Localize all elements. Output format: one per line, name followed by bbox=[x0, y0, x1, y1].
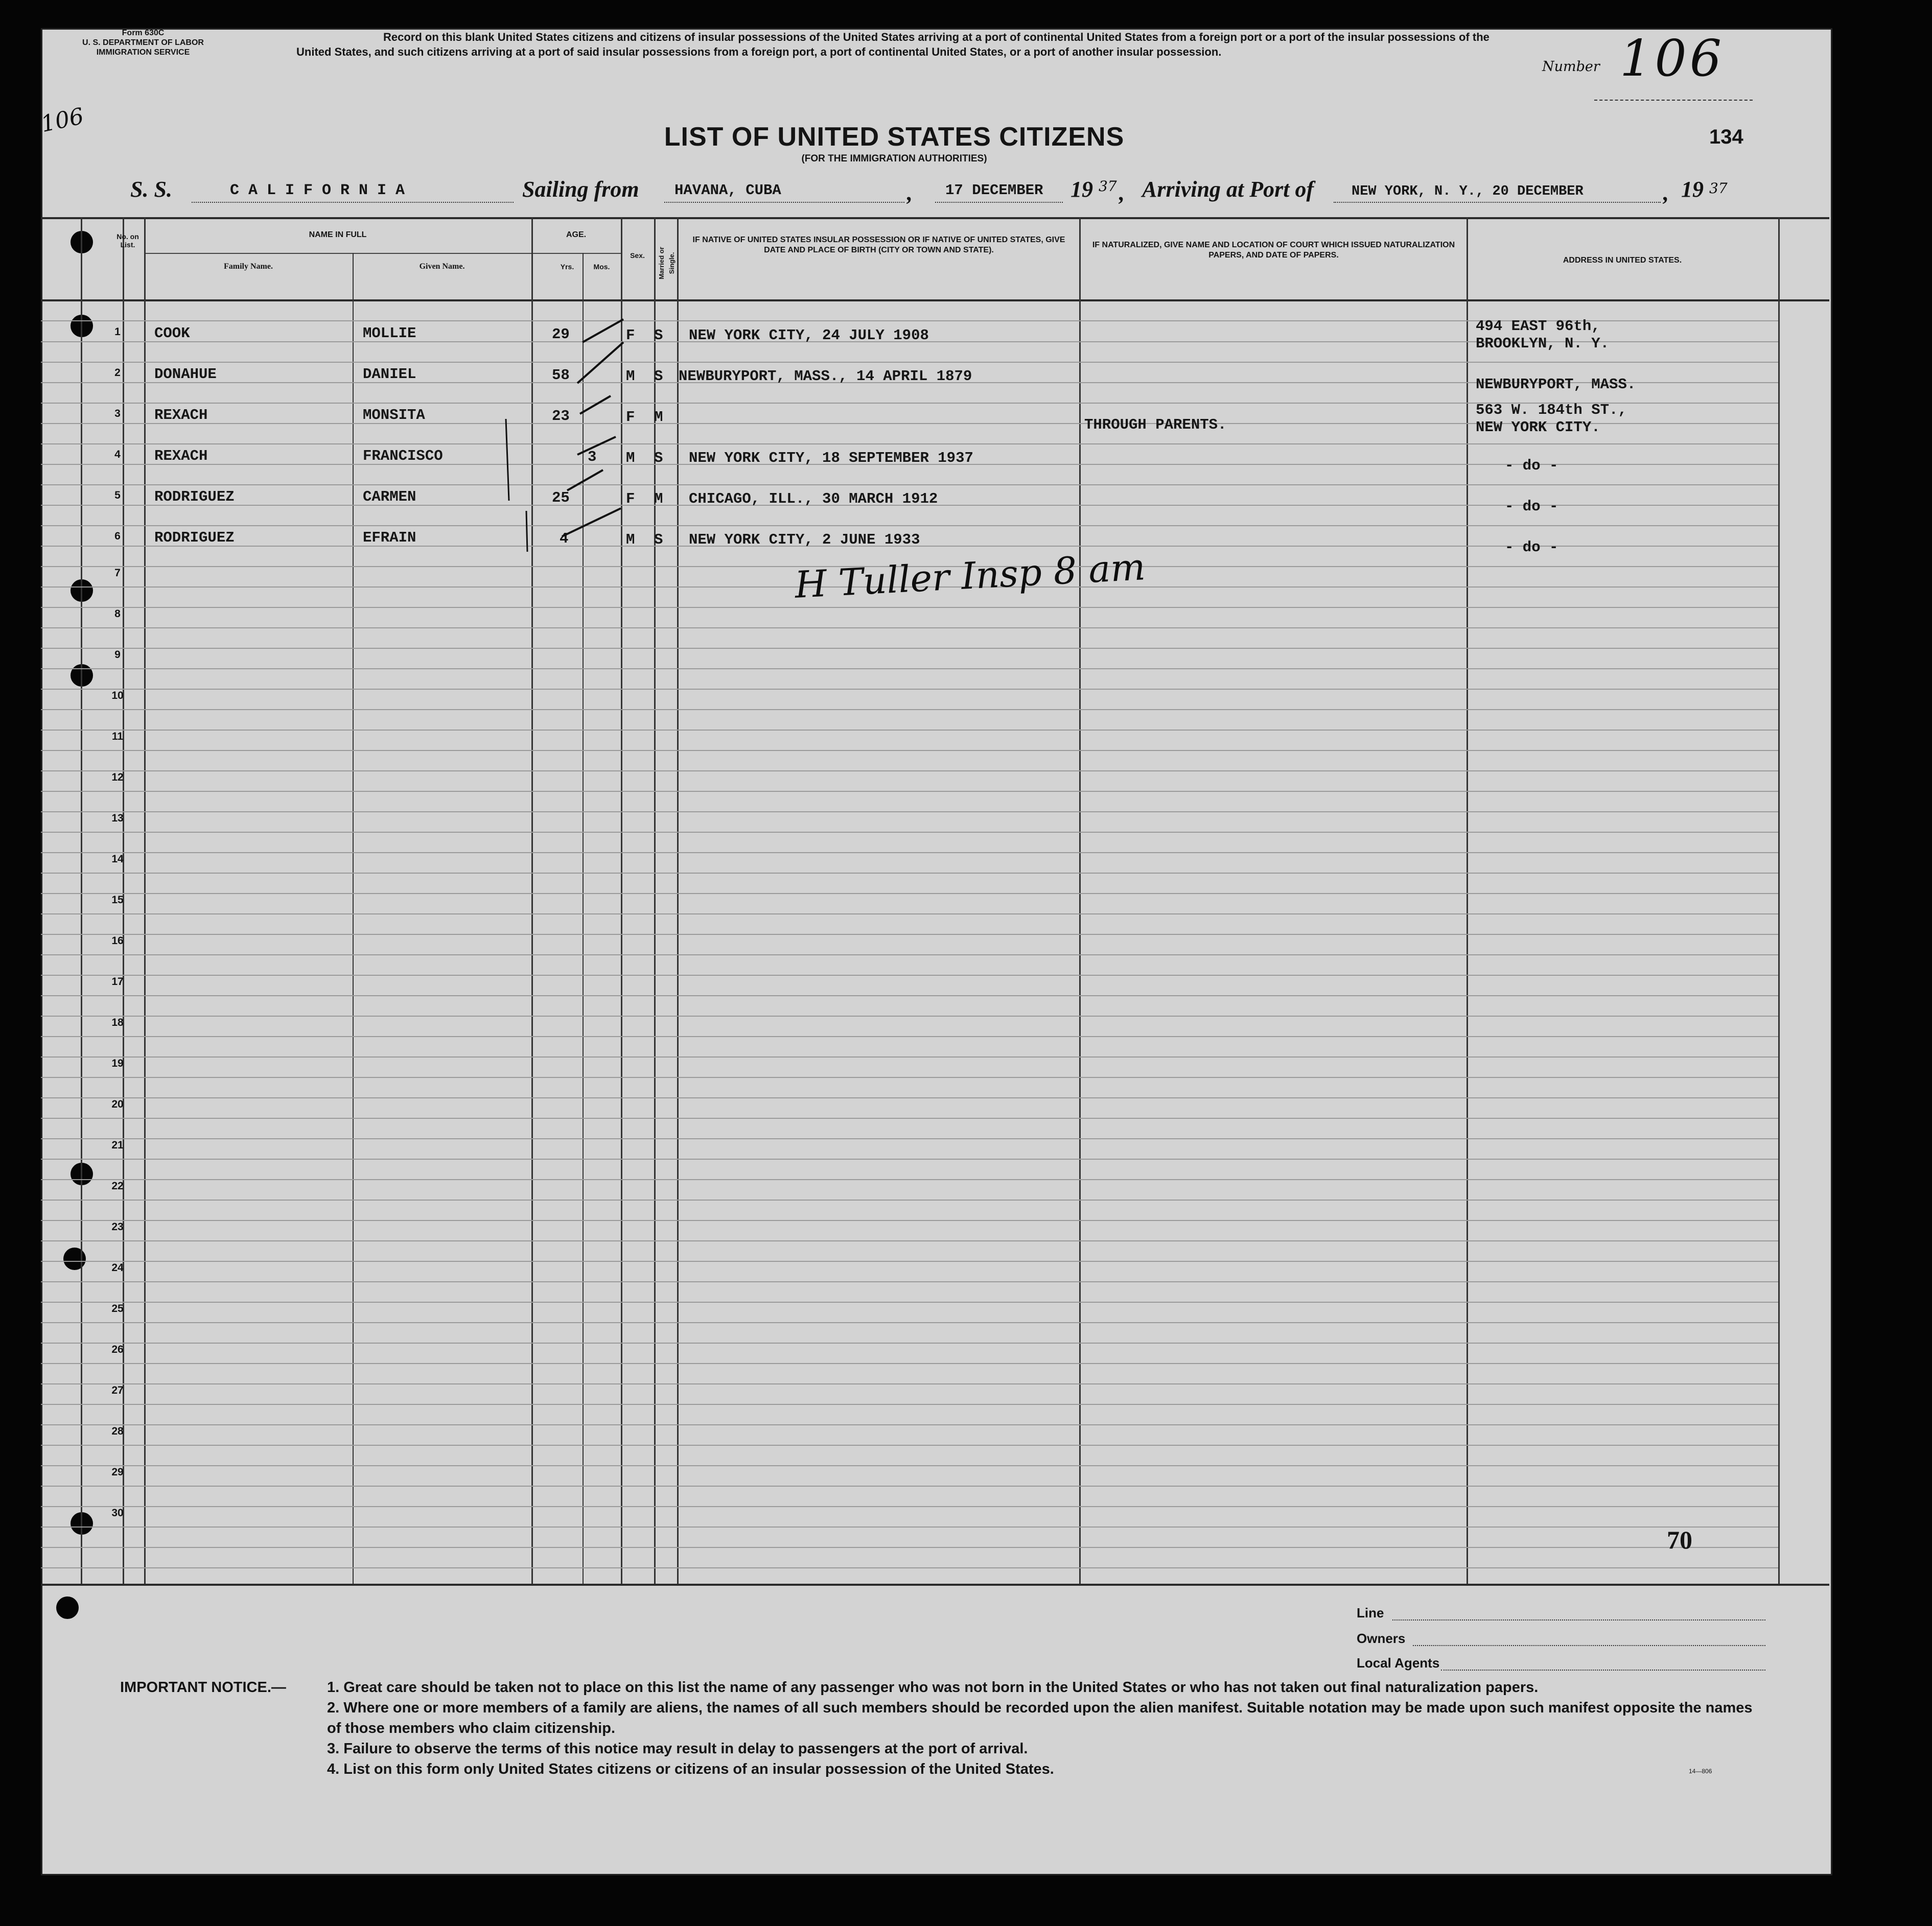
row-rule bbox=[41, 1302, 1778, 1303]
row-number: 22 bbox=[111, 1180, 124, 1192]
row-rule bbox=[41, 525, 1778, 526]
row-rule bbox=[41, 1220, 1778, 1221]
row-number: 24 bbox=[111, 1262, 124, 1274]
birth-info: NEW YORK CITY, 2 JUNE 1933 bbox=[689, 531, 920, 548]
age-years: 23 bbox=[552, 408, 570, 425]
age-header-divider bbox=[531, 253, 621, 254]
row-rule bbox=[41, 1363, 1778, 1364]
local-agents-label: Local Agents bbox=[1357, 1655, 1440, 1671]
row-rule bbox=[41, 1281, 1778, 1282]
sailing-year-prefix: 19 bbox=[1070, 177, 1093, 202]
row-rule bbox=[41, 1056, 1778, 1058]
row-rule bbox=[41, 1506, 1778, 1507]
row-rule bbox=[41, 648, 1778, 649]
marital-status: S bbox=[654, 450, 663, 466]
row-rule bbox=[41, 1179, 1778, 1180]
number-label: Number bbox=[1542, 59, 1600, 75]
sailing-port-underline bbox=[664, 202, 904, 203]
line-field bbox=[1392, 1619, 1765, 1620]
given-name: CARMEN bbox=[363, 488, 416, 505]
comma-separator: , bbox=[1663, 180, 1669, 205]
naturalization-info: THROUGH PARENTS. bbox=[1084, 416, 1227, 433]
header-no-on-list: No. on List. bbox=[117, 232, 139, 249]
family-name: RODRIGUEZ bbox=[154, 488, 235, 505]
row-number: 1 bbox=[114, 326, 121, 338]
row-rule bbox=[41, 913, 1778, 914]
row-rule bbox=[41, 893, 1778, 894]
address: - do - bbox=[1505, 539, 1558, 556]
row-number: 26 bbox=[111, 1344, 124, 1355]
row-number: 18 bbox=[111, 1017, 124, 1028]
row-rule bbox=[41, 1261, 1778, 1262]
row-number: 9 bbox=[114, 649, 121, 661]
notice-item-4: 4. List on this form only United States citizens or citizens of an insular possession of the United States. bbox=[327, 1761, 1054, 1777]
row-rule bbox=[41, 750, 1778, 751]
birth-info: NEW YORK CITY, 18 SEPTEMBER 1937 bbox=[689, 450, 973, 466]
col-line-left bbox=[81, 217, 82, 1584]
row-rule bbox=[41, 627, 1778, 628]
row-rule bbox=[41, 770, 1778, 771]
header-given-name: Given Name. bbox=[419, 262, 465, 271]
row-number: 25 bbox=[111, 1303, 124, 1314]
row-rule bbox=[41, 607, 1778, 608]
row-rule bbox=[41, 443, 1778, 444]
punch-hole bbox=[56, 1596, 79, 1619]
row-number: 4 bbox=[114, 449, 121, 460]
ship-name-underline bbox=[192, 202, 514, 203]
manifest-number: 106 bbox=[1620, 30, 1725, 88]
row-rule bbox=[41, 1383, 1778, 1384]
row-number: 5 bbox=[114, 489, 121, 501]
birth-info: NEWBURYPORT, MASS., 14 APRIL 1879 bbox=[679, 368, 972, 385]
header-family-name: Family Name. bbox=[224, 262, 273, 271]
row-rule bbox=[41, 1445, 1778, 1446]
header-mos: Mos. bbox=[593, 263, 610, 271]
row-rule bbox=[41, 668, 1778, 669]
address: 563 W. 184th ST., bbox=[1476, 402, 1627, 418]
given-name: EFRAIN bbox=[363, 529, 416, 546]
header-naturalization: IF NATURALIZED, GIVE NAME AND LOCATION OF COURT WHICH ISSUED NATURALIZATION PAPERS, AND DATE OF PAPERS. bbox=[1092, 241, 1455, 260]
bottom-number: 70 bbox=[1667, 1525, 1692, 1554]
table-top-border bbox=[41, 217, 1829, 219]
birth-info: NEW YORK CITY, 24 JULY 1908 bbox=[689, 327, 929, 344]
family-name: DONAHUE bbox=[154, 366, 217, 383]
row-number: 3 bbox=[114, 408, 121, 419]
age-years: 58 bbox=[552, 367, 570, 384]
department-name: U. S. DEPARTMENT OF LABOR bbox=[82, 38, 204, 47]
age-years: 29 bbox=[552, 326, 570, 343]
page-subtitle: (FOR THE IMMIGRATION AUTHORITIES) bbox=[801, 153, 987, 164]
row-number: 2 bbox=[114, 367, 121, 379]
header-name-in-full: NAME IN FULL bbox=[309, 230, 367, 239]
row-rule bbox=[41, 1404, 1778, 1405]
age-years: 4 bbox=[560, 530, 569, 547]
age-months: 3 bbox=[588, 449, 597, 465]
header-yrs: Yrs. bbox=[560, 263, 574, 271]
row-rule bbox=[41, 1138, 1778, 1139]
sailing-date-underline bbox=[935, 202, 1063, 203]
sex: M bbox=[626, 531, 635, 548]
service-name: IMMIGRATION SERVICE bbox=[96, 48, 190, 57]
arriving-port-underline bbox=[1334, 202, 1661, 203]
comma-separator: , bbox=[1119, 180, 1125, 205]
arriving-port: NEW YORK, N. Y., 20 DECEMBER bbox=[1352, 184, 1584, 199]
form-number: Form 630C bbox=[122, 29, 165, 37]
marital-status: M bbox=[654, 490, 663, 507]
col-line-birth bbox=[677, 217, 679, 1584]
header-birth-info: IF NATIVE OF UNITED STATES INSULAR POSSESSION OR IF NATIVE OF UNITED STATES, GIVE DATE AND PLACE OF BIRTH (CITY OR TOWN AND STATE). bbox=[692, 236, 1065, 254]
row-number: 29 bbox=[111, 1466, 124, 1478]
row-rule bbox=[41, 1322, 1778, 1323]
print-code: 14—806 bbox=[1689, 1768, 1712, 1775]
sailing-from-label: Sailing from bbox=[522, 177, 639, 202]
notice-title: IMPORTANT NOTICE.— bbox=[120, 1679, 286, 1696]
header-bottom-border bbox=[41, 299, 1829, 301]
row-rule bbox=[41, 1118, 1778, 1119]
owners-field bbox=[1413, 1645, 1765, 1646]
row-rule bbox=[41, 954, 1778, 955]
row-number: 20 bbox=[111, 1098, 124, 1110]
row-number: 21 bbox=[111, 1139, 124, 1151]
row-rule bbox=[41, 1343, 1778, 1344]
row-rule bbox=[41, 791, 1778, 792]
sailing-port: HAVANA, CUBA bbox=[674, 182, 781, 199]
sex: F bbox=[626, 327, 635, 344]
row-rule bbox=[41, 1465, 1778, 1466]
row-rule bbox=[41, 811, 1778, 812]
owners-label: Owners bbox=[1357, 1631, 1406, 1646]
sex: F bbox=[626, 409, 635, 426]
row-rule bbox=[41, 1200, 1778, 1201]
row-number: 12 bbox=[111, 771, 124, 783]
sailing-year-suffix: 37 bbox=[1099, 178, 1117, 195]
address: - do - bbox=[1505, 457, 1558, 474]
address: - do - bbox=[1505, 498, 1558, 515]
arriving-year-prefix: 19 bbox=[1681, 177, 1704, 202]
record-instructions: Record on this blank United States citizens and citizens of insular possessions of the United States arriving at a port of continental United States from a foreign port or a port of the insular possessions of the United States, and such citizens arriving at a port of said insular possessions from a foreign port, a port of continental United States, or a port of another insular possession. bbox=[296, 31, 1489, 58]
family-name: REXACH bbox=[154, 407, 208, 424]
header-address: ADDRESS IN UNITED STATES. bbox=[1563, 256, 1682, 265]
row-rule bbox=[41, 1097, 1778, 1098]
row-number: 11 bbox=[111, 731, 124, 742]
marital-status: S bbox=[654, 327, 663, 344]
marital-status: M bbox=[654, 409, 663, 426]
row-rule bbox=[41, 1486, 1778, 1487]
arriving-label: Arriving at Port of bbox=[1142, 177, 1314, 202]
header-sex: Sex. bbox=[630, 251, 645, 260]
row-rule bbox=[41, 1016, 1778, 1017]
given-name: FRANCISCO bbox=[363, 448, 443, 464]
row-rule bbox=[41, 1526, 1778, 1528]
row-rule bbox=[41, 832, 1778, 833]
row-rule bbox=[41, 484, 1778, 485]
row-number: 8 bbox=[114, 608, 121, 620]
row-number: 27 bbox=[111, 1384, 124, 1396]
row-rule bbox=[41, 1159, 1778, 1160]
corner-handwritten-number: 106 bbox=[38, 103, 86, 138]
sex: M bbox=[626, 368, 635, 385]
row-number: 7 bbox=[114, 567, 121, 579]
header-married-single: Married or Single. bbox=[658, 247, 676, 279]
row-number: 16 bbox=[111, 935, 124, 947]
row-rule bbox=[41, 1567, 1778, 1568]
col-line-family bbox=[144, 217, 146, 1584]
page-number: 134 bbox=[1709, 126, 1743, 148]
inspector-handwritten-note: H Tuller Insp 8 am bbox=[794, 545, 1147, 606]
name-header-divider bbox=[144, 253, 553, 254]
row-rule bbox=[41, 1240, 1778, 1241]
row-rule bbox=[41, 975, 1778, 976]
row-number: 28 bbox=[111, 1425, 124, 1437]
ship-name: C A L I F O R N I A bbox=[230, 182, 405, 199]
family-name: RODRIGUEZ bbox=[154, 529, 235, 546]
row-rule bbox=[41, 362, 1778, 363]
line-label: Line bbox=[1357, 1605, 1384, 1620]
comma-separator: , bbox=[907, 180, 913, 205]
row-number: 15 bbox=[111, 894, 124, 906]
row-number: 19 bbox=[111, 1058, 124, 1069]
family-name: COOK bbox=[154, 325, 190, 342]
age-years: 25 bbox=[552, 489, 570, 506]
address: 494 EAST 96th, bbox=[1476, 318, 1600, 335]
row-rule bbox=[41, 1036, 1778, 1037]
number-underline bbox=[1594, 100, 1753, 101]
row-rule bbox=[41, 1547, 1778, 1548]
row-rule bbox=[41, 730, 1778, 731]
address-line-2: BROOKLYN, N. Y. bbox=[1476, 335, 1610, 352]
given-name: DANIEL bbox=[363, 366, 416, 383]
sex: F bbox=[626, 490, 635, 507]
family-name: REXACH bbox=[154, 448, 208, 464]
given-name: MOLLIE bbox=[363, 325, 416, 342]
notice-item-1: 1. Great care should be taken not to place on this list the name of any passenger who was not born in the United States or who has not taken out final naturalization papers. bbox=[327, 1679, 1539, 1696]
notice-item-2: 2. Where one or more members of a family are aliens, the names of all such members should be recorded upon the alien manifest. Suitable notation may be made upon such manifest opposite the names of those members who claim citizenship. bbox=[327, 1700, 1753, 1736]
arriving-year-suffix: 37 bbox=[1709, 180, 1728, 197]
row-rule bbox=[41, 873, 1778, 874]
tick-marks-drawing bbox=[491, 409, 531, 562]
header-age: AGE. bbox=[566, 230, 587, 239]
col-line-right bbox=[1778, 217, 1780, 1584]
row-rule bbox=[41, 689, 1778, 690]
row-number: 6 bbox=[114, 530, 121, 542]
ss-label: S. S. bbox=[130, 177, 172, 202]
row-rule bbox=[41, 1077, 1778, 1078]
birth-info: CHICAGO, ILL., 30 MARCH 1912 bbox=[689, 490, 938, 507]
row-number: 30 bbox=[111, 1507, 124, 1519]
row-number: 23 bbox=[111, 1221, 124, 1233]
row-number: 10 bbox=[111, 690, 124, 701]
form-identifier bbox=[56, 28, 230, 57]
col-line-naturalized bbox=[1079, 217, 1081, 1584]
row-rule bbox=[41, 1424, 1778, 1425]
marital-status: S bbox=[654, 368, 663, 385]
sailing-date: 17 DECEMBER bbox=[945, 182, 1043, 199]
row-number: 17 bbox=[111, 976, 124, 988]
given-name: MONSITA bbox=[363, 407, 425, 424]
row-rule bbox=[41, 709, 1778, 710]
page-title: LIST OF UNITED STATES CITIZENS bbox=[664, 122, 1125, 152]
marital-status: S bbox=[654, 531, 663, 548]
local-agents-field bbox=[1441, 1670, 1765, 1671]
table-bottom-border bbox=[41, 1584, 1829, 1586]
row-number: 13 bbox=[111, 812, 124, 824]
col-line-address bbox=[1467, 217, 1468, 1584]
notice-item-3: 3. Failure to observe the terms of this notice may result in delay to passengers at the port of arrival. bbox=[327, 1741, 1028, 1757]
row-rule bbox=[41, 934, 1778, 935]
address: NEWBURYPORT, MASS. bbox=[1476, 376, 1636, 393]
row-rule bbox=[41, 852, 1778, 853]
punch-hole bbox=[63, 1248, 86, 1270]
row-rule bbox=[41, 995, 1778, 996]
manifest-sheet bbox=[38, 28, 1832, 1875]
row-number: 14 bbox=[111, 853, 124, 865]
address-line-2: NEW YORK CITY. bbox=[1476, 419, 1600, 436]
sex: M bbox=[626, 450, 635, 466]
